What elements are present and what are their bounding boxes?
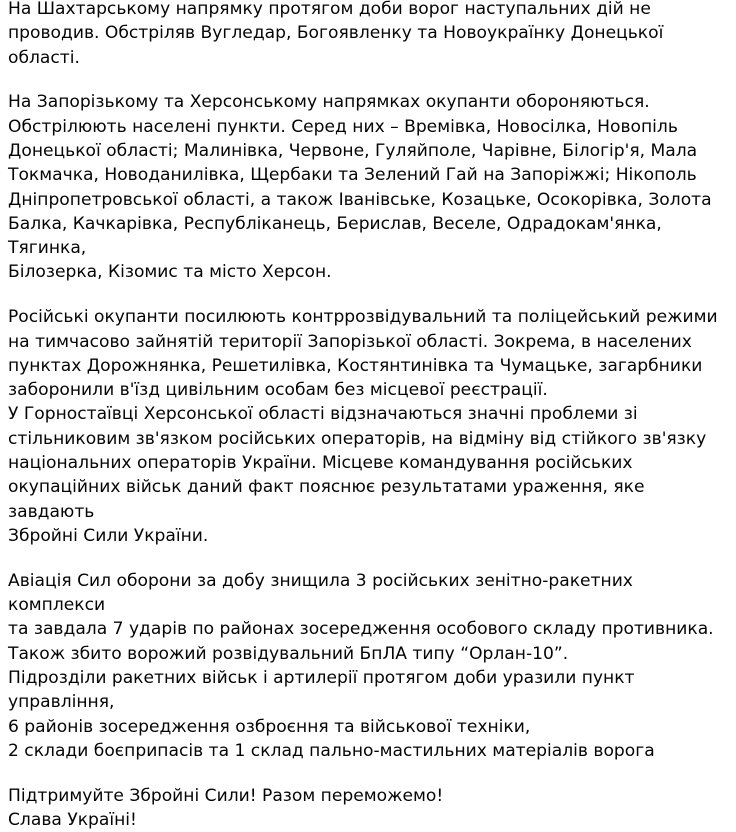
post-paragraph-closing: Підтримуйте Збройні Сили! Разом переможемо! Слава Україні!: [8, 785, 444, 830]
post-paragraph-zaporizhzhia-kherson: На Запорізькому та Херсонському напрямках окупанти обороняються. Обстрілюють населені пункти. Серед них – Времівка, Новосілка, Новопіль Донецької області; Малинівка, Червоне, Гуляйполе, Чарівне, Білогір'я, Мала Токмачка, Новоданилівка, Щербаки та Зелений Гай на Запоріжжі; Нікополь Дніпропетровської області, а також Іванівське, Козацьке, Осокорівка, Золота Балка, Качкарівка, Республіканець, Берислав, Веселе, Одрадокам'янка, Тягинка, Білозерка, Кізомис та місто Херсон.: [8, 92, 712, 283]
post-paragraph-shakhtarsk: На Шахтарському напрямку протягом доби ворог наступальних дій не проводив. Обстріляв Вугледар, Богоявленку та Новоукраїнку Донецької області.: [8, 0, 664, 68]
post-body: [8, 0, 732, 832]
post-paragraph-occupation-regime: Російські окупанти посилюють контррозвідувальний та поліцейський режими на тимчасово зайнятій території Запорізької області. Зокрема, в населених пунктах Дорожнянка, Решетилівка, Костянтинівка та Чумацьке, загарбники заборонили в'їзд цивільним особам без місцевої реєстрації. У Горностаївці Херсонської області відзначаються значні проблеми зі стільниковим зв'язком російських операторів, на відміну від стійкого зв'язку національних операторів України. Місцеве командування російських окупаційних військ даний факт пояснює результатами ураження, яке завдають Збройні Сили України.: [8, 307, 718, 546]
post-paragraph-aviation-artillery: Авіація Сил оборони за добу знищила 3 російських зенітно-ракетних комплекси та завдала 7 ударів по районах зосередження особового складу противника. Також збито ворожий розвідувальний БпЛА типу “Орлан-10”. Підрозділи ракетних військ і артилерії протягом доби уразили пункт управління, 6 районів зосередження озброєння та військової техніки, 2 склади боєприпасів та 1 склад пально-мастильних матеріалів ворога: [8, 570, 714, 761]
